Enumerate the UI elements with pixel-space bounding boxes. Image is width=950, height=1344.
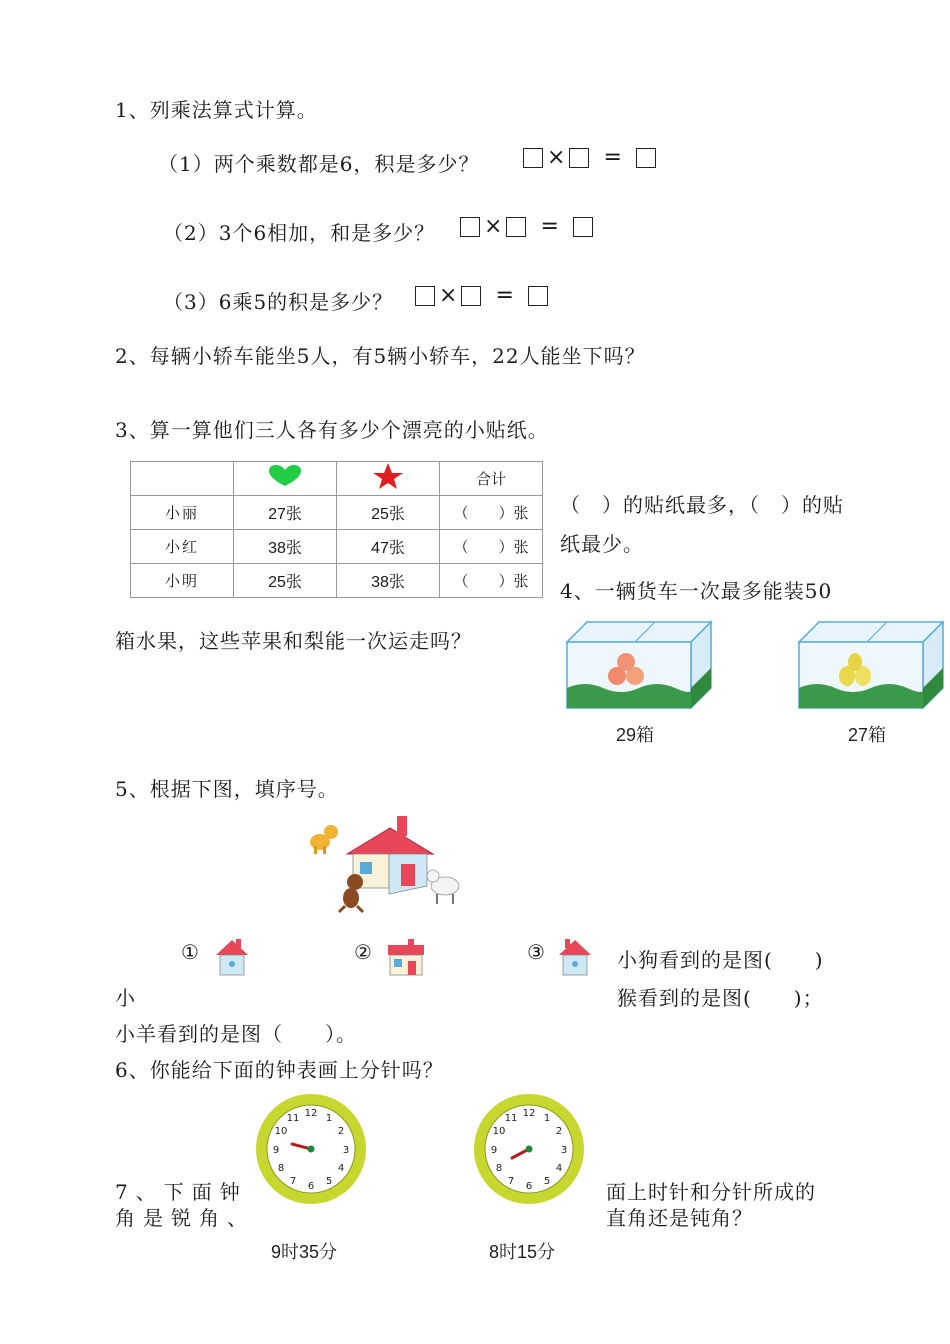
q1-item-3: （3）6乘5的积是多少？ (163, 290, 394, 314)
times-sign: × (439, 283, 458, 308)
svg-text:1: 1 (325, 1113, 333, 1124)
heart-header-cell (234, 462, 337, 496)
svg-text:3: 3 (342, 1145, 350, 1156)
svg-text:4: 4 (337, 1163, 345, 1174)
clock-caption-1: 9时35分 (271, 1242, 338, 1262)
equals-sign: = (603, 145, 622, 170)
table-corner-cell (131, 462, 234, 496)
option-number-1: ① (181, 942, 199, 964)
pear-box-icon (797, 618, 947, 710)
total-blank[interactable]: （ ）张 (440, 530, 543, 564)
q1-equation-3 (415, 283, 548, 308)
q3-answer-line-2: 纸最少。 (560, 532, 644, 556)
q1-equation-2 (460, 214, 593, 239)
answer-box[interactable] (573, 217, 593, 237)
answer-box[interactable] (461, 286, 481, 306)
svg-text:10: 10 (274, 1126, 288, 1137)
q1-equation-1 (523, 145, 656, 170)
svg-text:6: 6 (525, 1181, 533, 1192)
heart-count: 27张 (234, 496, 337, 530)
q5-dog-answer: 小狗看到的是图( ) (617, 948, 824, 972)
answer-box[interactable] (569, 148, 589, 168)
house-back-view-icon (557, 937, 593, 977)
house-scene-illustration (305, 812, 470, 914)
star-count: 47张 (337, 530, 440, 564)
svg-text:9: 9 (272, 1145, 280, 1156)
q5-title: 5、根据下图，填序号。 (115, 777, 339, 801)
total-header-cell: 合计 (440, 462, 543, 496)
times-sign: × (547, 145, 566, 170)
svg-text:1: 1 (543, 1113, 551, 1124)
apple-box-caption: 29箱 (616, 725, 655, 745)
q6-title: 6、你能给下面的钟表画上分针吗？ (115, 1058, 444, 1082)
answer-box[interactable] (523, 148, 543, 168)
q7-left-line-1: 7、下面钟 (115, 1180, 248, 1204)
heart-count: 25张 (234, 564, 337, 598)
sticker-table (130, 461, 543, 598)
q3-answer-line-1: （ ）的贴纸最多，（ ）的贴 (560, 493, 844, 517)
svg-text:4: 4 (555, 1163, 563, 1174)
pear-box-caption: 27箱 (848, 725, 887, 745)
svg-text:10: 10 (492, 1126, 506, 1137)
equals-sign: = (495, 283, 514, 308)
star-header-cell (337, 462, 440, 496)
svg-text:5: 5 (543, 1176, 551, 1187)
q4-title-line-1: 4、一辆货车一次最多能装50 (560, 579, 833, 603)
star-count: 38张 (337, 564, 440, 598)
person-name: 小明 (131, 564, 234, 598)
table-row (131, 530, 543, 564)
svg-text:7: 7 (507, 1176, 515, 1187)
star-icon (371, 462, 405, 490)
heart-count: 38张 (234, 530, 337, 564)
svg-text:2: 2 (337, 1126, 345, 1137)
q5-monkey-answer: 猴看到的是图( )； (617, 986, 824, 1010)
heart-icon (267, 464, 303, 488)
house-side-view-icon (214, 937, 250, 977)
answer-box[interactable] (460, 217, 480, 237)
svg-text:12: 12 (304, 1108, 318, 1119)
option-number-3: ③ (527, 942, 545, 964)
q1-item-1: （1）两个乘数都是6，积是多少？ (158, 152, 480, 176)
clock-caption-2: 8时15分 (489, 1242, 556, 1262)
svg-text:3: 3 (560, 1145, 568, 1156)
q7-right-line-1: 面上时针和分针所成的 (606, 1180, 816, 1204)
person-name: 小丽 (131, 496, 234, 530)
q5-monkey-prefix: 小 (115, 986, 136, 1010)
table-header-row (131, 462, 543, 496)
svg-text:2: 2 (555, 1126, 563, 1137)
clock-face-2 (472, 1092, 586, 1206)
q1-title: 1、列乘法算式计算。 (115, 98, 318, 122)
svg-text:6: 6 (307, 1181, 315, 1192)
house-front-view-icon (386, 937, 426, 977)
total-blank[interactable]: （ ）张 (440, 564, 543, 598)
svg-text:11: 11 (286, 1113, 300, 1124)
q1-item-2: （2）3个6相加，和是多少？ (163, 221, 436, 245)
q4-title-line-2: 箱水果，这些苹果和梨能一次运走吗？ (115, 629, 472, 653)
svg-text:8: 8 (495, 1163, 503, 1174)
answer-box[interactable] (506, 217, 526, 237)
q2-title: 2、每辆小轿车能坐5人，有5辆小轿车，22人能坐下吗？ (115, 344, 646, 368)
option-number-2: ② (354, 942, 372, 964)
q7-right-line-2: 直角还是钝角？ (606, 1206, 753, 1230)
total-blank[interactable]: （ ）张 (440, 496, 543, 530)
equals-sign: = (540, 214, 559, 239)
q3-title: 3、算一算他们三人各有多少个漂亮的小贴纸。 (115, 418, 549, 442)
svg-text:5: 5 (325, 1176, 333, 1187)
svg-text:8: 8 (277, 1163, 285, 1174)
star-count: 25张 (337, 496, 440, 530)
svg-text:7: 7 (289, 1176, 297, 1187)
times-sign: × (484, 214, 503, 239)
answer-box[interactable] (415, 286, 435, 306)
answer-box[interactable] (528, 286, 548, 306)
table-row (131, 564, 543, 598)
svg-text:11: 11 (504, 1113, 518, 1124)
q7-left-line-2: 角是锐角、 (115, 1206, 255, 1230)
clock-face-1 (254, 1092, 368, 1206)
person-name: 小红 (131, 530, 234, 564)
svg-text:9: 9 (490, 1145, 498, 1156)
svg-text:12: 12 (522, 1108, 536, 1119)
apple-box-icon (565, 618, 715, 710)
q5-sheep-answer: 小羊看到的是图（ ）。 (115, 1022, 357, 1046)
answer-box[interactable] (636, 148, 656, 168)
table-row (131, 496, 543, 530)
